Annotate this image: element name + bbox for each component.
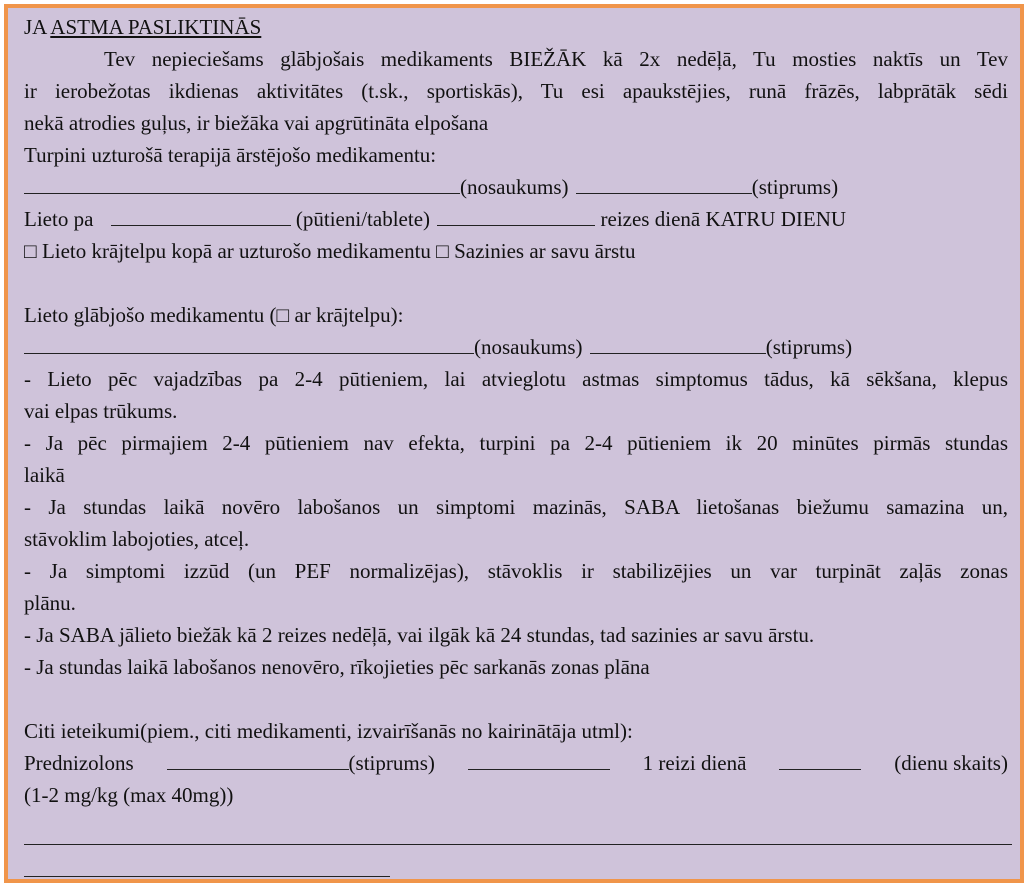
intro-line-3: nekā atrodies guļus, ir biežāka vai apgrūtināta elpošana: [24, 111, 489, 135]
prednisolone-label: Prednizolons: [24, 751, 134, 775]
puffs-label: (pūtieni/tablete): [295, 207, 431, 231]
prednisolone-dose: (1-2 mg/kg (max 40mg)): [24, 783, 234, 807]
rescue-bullet-6: - Ja stundas laikā labošanos nenovēro, rīkojieties pēc sarkanās zonas plāna: [24, 655, 650, 679]
heading-prefix: JA: [24, 15, 51, 39]
maintenance-name-field[interactable]: [24, 171, 460, 194]
rescue-heading: [24, 299, 1008, 331]
rescue-name-field[interactable]: [24, 331, 474, 354]
rescue-bullet-5: - Ja SABA jālieto biežāk kā 2 reizes nedēļā, vai ilgāk kā 24 stundas, tad sazinies ar savu ārstu.: [24, 623, 815, 647]
prednisolone-row: [24, 747, 1008, 779]
rescue-heading-suffix: ar krājtelpu):: [289, 303, 404, 327]
spacer-checkbox[interactable]: □: [24, 239, 37, 263]
other-heading: Citi ieteikumi(piem., citi medikamenti, izvairīšanās no kairinātāja utml):: [24, 719, 633, 743]
maintenance-heading: Turpini uzturošā terapijā ārstējošo medikamentu:: [24, 143, 437, 167]
rescue-strength-field[interactable]: [590, 331, 766, 354]
daily-label: reizes dienā KATRU DIENU: [600, 207, 847, 231]
times-per-day-field[interactable]: [437, 203, 595, 226]
intro-line-1: Tev nepieciešams glābjošais medikaments BIEŽĀK kā 2x nedēļā, Tu mosties naktīs un Tev: [104, 47, 1008, 71]
section-heading: [24, 11, 1008, 43]
maintenance-name-label: (nosaukums): [460, 175, 569, 199]
maintenance-use-row: [24, 203, 1008, 235]
prednisolone-amount-field[interactable]: [468, 747, 610, 770]
contact-option-label: Sazinies ar savu ārstu: [454, 239, 636, 263]
intro-line-2: ir ierobežotas ikdienas aktivitātes (t.sk., sportiskās), Tu esi apaukstējies, runā frāzēs, labprātāk sēdi: [24, 79, 1008, 103]
rescue-spacer-checkbox[interactable]: □: [276, 303, 290, 327]
heading-title: ASTMA PASLIKTINĀS: [50, 15, 262, 39]
rescue-name-row: [24, 331, 1008, 363]
action-plan-card: [4, 4, 1024, 883]
spacer-option-label: Lieto krājtelpu kopā ar uzturošo medikamentu: [41, 239, 431, 263]
rescue-heading-prefix: Lieto glābjošo medikamentu (: [24, 303, 277, 327]
rescue-name-label: (nosaukums): [474, 335, 583, 359]
contact-checkbox[interactable]: □: [436, 239, 449, 263]
prednisolone-strength-field[interactable]: [167, 747, 349, 770]
rescue-bullet-2-line-2: laikā: [24, 463, 65, 487]
notes-line-1[interactable]: [24, 844, 1012, 845]
use-prefix: Lieto pa: [24, 207, 94, 231]
rescue-strength-label: (stiprums): [765, 335, 853, 359]
prednisolone-days-field[interactable]: [779, 747, 861, 770]
rescue-bullet-2-line-1: - Ja pēc pirmajiem 2-4 pūtieniem nav efekta, turpini pa 2-4 pūtieniem ik 20 minūtes pirmās stundas: [24, 431, 1008, 455]
rescue-bullet-3-line-2: stāvoklim labojoties, atceļ.: [24, 527, 250, 551]
maintenance-options-row: [24, 235, 1008, 267]
maintenance-strength-field[interactable]: [576, 171, 752, 194]
rescue-bullet-3-line-1: - Ja stundas laikā novēro labošanos un simptomi mazinās, SABA lietošanas biežumu samazina un,: [24, 495, 1008, 519]
rescue-bullet-4-line-1: - Ja simptomi izzūd (un PEF normalizējas), stāvoklis ir stabilizējies un var turpināt zaļās zonas: [24, 559, 1008, 583]
maintenance-name-row: [24, 171, 1008, 203]
rescue-bullet-4-line-2: plānu.: [24, 591, 76, 615]
rescue-bullet-1-line-2: vai elpas trūkums.: [24, 399, 178, 423]
puffs-field[interactable]: [111, 203, 291, 226]
prednisolone-daily-label: 1 reizi dienā: [642, 751, 747, 775]
prednisolone-days-label: (dienu skaits): [894, 751, 1008, 775]
document-body: [8, 8, 1020, 879]
rescue-bullet-1-line-1: - Lieto pēc vajadzības pa 2-4 pūtieniem, lai atvieglotu astmas simptomus tādus, kā sēkšana, klepus: [24, 367, 1008, 391]
notes-line-2[interactable]: [24, 876, 390, 877]
prednisolone-strength-label: (stiprums): [348, 751, 435, 775]
maintenance-strength-label: (stiprums): [751, 175, 839, 199]
